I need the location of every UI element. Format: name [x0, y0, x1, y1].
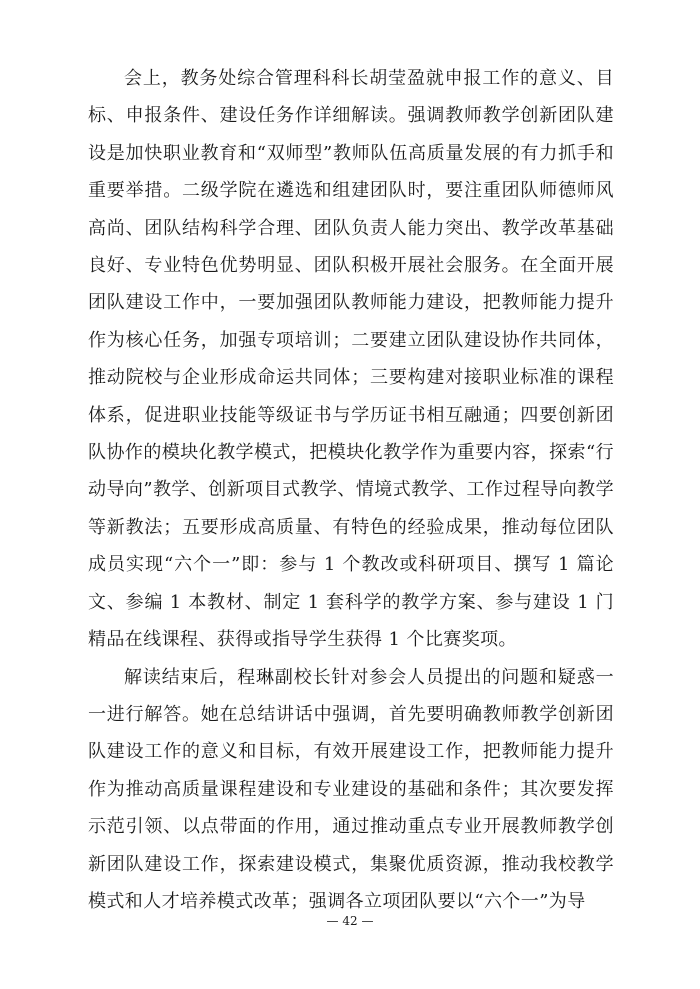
page-number: — 42 — — [326, 914, 374, 928]
document-body — [88, 60, 614, 920]
paragraph-summary: 解读结束后，程琳副校长针对参会人员提出的问题和疑惑一一进行解答。她在总结讲话中强调，首先要明确教师教学创新团队建设工作的意义和目标，有效开展建设工作，把教师能力提升作为推动高质量课程建设和专业建设的基础和条件；其次要发挥示范引领、以点带面的作用，通过推动重点专业开展教师教学创新团队建设工作，探索建设模式，集聚优质资源，推动我校教学模式和人才培养模式改革；强调各立项团队要以“六个一”为导 — [88, 666, 614, 912]
paragraph-briefing: 会上，教务处综合管理科科长胡莹盈就申报工作的意义、目标、申报条件、建设任务作详细解读。强调教师教学创新团队建设是加快职业教育和“双师型”教师队伍高质量发展的有力抓手和重要举措。二级学院在遴选和组建团队时，要注重团队师德师风高尚、团队结构科学合理、团队负责人能力突出、教学改革基础良好、专业特色优势明显、团队积极开展社会服务。在全面开展团队建设工作中，一要加强团队教师能力建设，把教师能力提升作为核心任务，加强专项培训；二要建立团队建设协作共同体，推动院校与企业形成命运共同体；三要构建对接职业标准的课程体系，促进职业技能等级证书与学历证书相互融通；四要创新团队协作的模块化教学模式，把模块化教学作为重要内容，探索“行动导向”教学、创新项目式教学、情境式教学、工作过程导向教学等新教法；五要形成高质量、有特色的经验成果，推动每位团队成员实现“六个一”即：参与 1 个教改或科研项目、撰写 1 篇论文、参编 1 本教材、制定 1 套科学的教学方案、参与建设 1 门精品在线课程、获得或指导学生获得 1 个比赛奖项。 — [88, 68, 614, 651]
